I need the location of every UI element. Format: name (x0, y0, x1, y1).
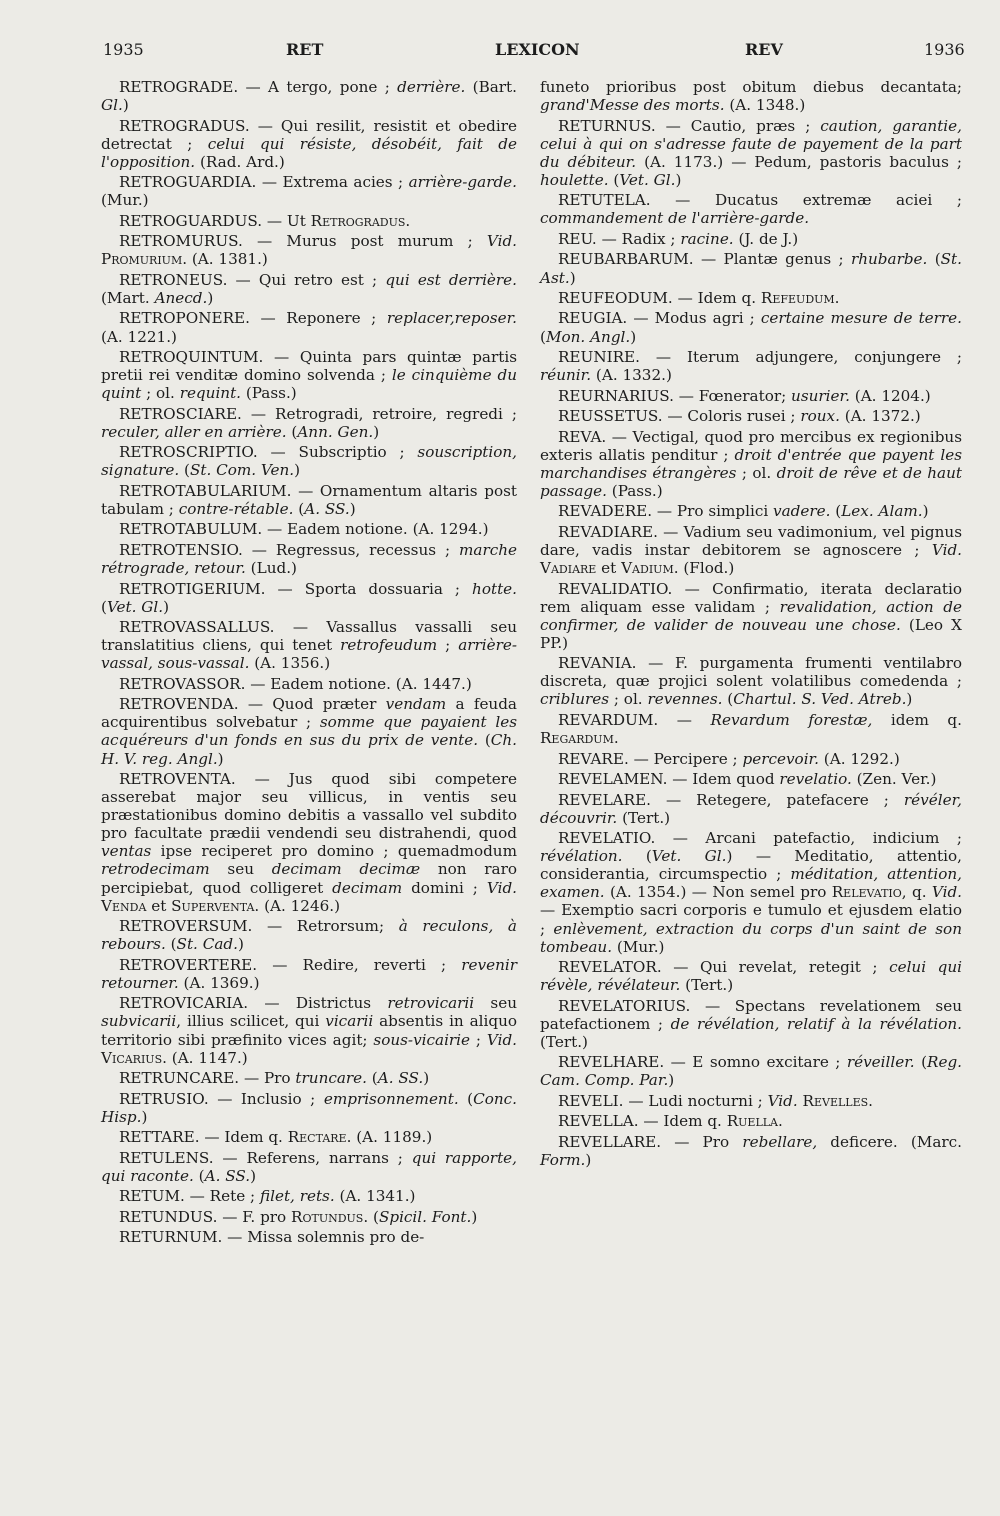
entry-text: (A. 1221.) (101, 327, 177, 346)
entry-text: (Mur.) (101, 191, 149, 210)
entry-text: Ruella. (726, 1112, 783, 1131)
entry-text: ) (217, 749, 224, 768)
dictionary-entry (101, 580, 517, 616)
dictionary-entry (540, 250, 962, 286)
entry-text: (A. 1348.) (724, 96, 806, 115)
entry-text: (A. 1332.) (591, 366, 672, 385)
entry-text: qui rapporte, qui raconte. (101, 1148, 517, 1185)
entry-text: ) (207, 288, 214, 307)
entry-text: (Tert.) (680, 976, 734, 995)
dictionary-entry (101, 1149, 517, 1185)
entry-text: REVELLA. — Idem q. (558, 1112, 727, 1131)
entry-text: retrofeudum (340, 636, 438, 655)
entry-text: Ch. H. V. reg. Angl. (101, 731, 517, 768)
entry-text: REUBARBARUM. — Plantæ genus ; (558, 250, 851, 269)
entry-text: celui qui révèle, révélateur. (540, 958, 962, 995)
entry-text: ) (349, 499, 356, 518)
entry-text: commandement de l'arrière-garde. (540, 209, 810, 228)
entry-text: Venda (101, 896, 147, 915)
entry-text: Chartul. S. Ved. Atreb. (733, 690, 907, 709)
entry-text: A. SS. (204, 1166, 251, 1185)
entry-text: RETURNUS. — Cautio, præs ; (558, 116, 821, 135)
left-column (101, 78, 517, 1249)
entry-text: filet, rets. (259, 1187, 335, 1206)
entry-text: ( (179, 461, 190, 480)
entry-text: Anecd. (154, 288, 208, 307)
entry-text: non raro percipiebat, quod colligeret (101, 860, 517, 897)
entry-text: arrière-vassal, sous-vassal. (101, 636, 517, 673)
entry-text: REVADERE. — Pro simplici (558, 502, 774, 521)
entry-text: retrodecimam (101, 860, 210, 879)
entry-text: réunir. (540, 366, 592, 385)
dictionary-entry (101, 348, 517, 402)
entry-text: A. SS. (304, 499, 350, 518)
dictionary-entry (101, 541, 517, 577)
entry-text: RETROTABULARIUM. — Ornamentum altaris post tabulam ; (101, 481, 517, 518)
entry-text: revalidation, action de confirmer, de valider de nouveau une chose. (540, 597, 962, 634)
dictionary-entry (101, 1228, 517, 1246)
dictionary-entry (101, 117, 517, 171)
entry-text: ) (569, 268, 576, 287)
entry-text: ; ol. (736, 463, 777, 482)
entry-text: (Leo X PP.) (540, 615, 962, 652)
entry-text: ) (163, 597, 170, 616)
entry-text: REVELHARE. — E somno excitare ; (558, 1053, 847, 1072)
entry-text: Vid. (767, 1091, 798, 1110)
entry-text: (J. de J.) (733, 229, 799, 248)
entry-text: (Pass.) (241, 384, 297, 403)
entry-text: Rectare. (287, 1128, 352, 1147)
entry-text: (Mur.) (612, 937, 665, 956)
entry-text: (A. 1354.) — Non semel pro (604, 883, 832, 902)
entry-text: RETRUNCARE. — Pro (119, 1069, 296, 1088)
entry-text: Vid. (931, 883, 962, 902)
entry-text: criblures (540, 690, 610, 709)
entry-text: (Flod.) (678, 559, 735, 578)
entry-text: Spicil. Font. (378, 1207, 472, 1226)
entry-text: RETUNDUS. — F. pro (119, 1207, 292, 1226)
entry-text: Reg. Cam. Comp. Par. (540, 1053, 962, 1090)
entry-text: REVELARE. — Retegere, patefacere ; (558, 790, 904, 809)
entry-text: RETROGRADE. — A tergo, pone ; (119, 78, 398, 96)
entry-text: hotte. (472, 579, 517, 598)
entry-text: certaine mesure de terre. (760, 309, 962, 328)
dictionary-entry (540, 750, 962, 768)
entry-text: REU. — Radix ; (558, 229, 681, 248)
entry-text: RETULENS. — Referens, narrans ; (119, 1148, 412, 1167)
dictionary-entry (540, 289, 962, 307)
entry-text: RETRUSIO. — Inclusio ; (119, 1089, 324, 1108)
entry-text: (A. 1173.) — Pedum, pastoris baculus ; (636, 152, 962, 171)
entry-text: St. Cad. (176, 935, 238, 954)
entry-text: Revelles. (802, 1091, 873, 1110)
entry-text: replacer,reposer. (386, 309, 517, 328)
dictionary-entry (101, 1128, 517, 1146)
page-header (0, 40, 1000, 70)
dictionary-entry (101, 78, 517, 114)
entry-text: Revardum forestæ, (710, 710, 873, 729)
entry-text: Mon. Angl. (545, 327, 631, 346)
entry-text: RETROVENDA. — Quod præter (119, 695, 386, 714)
entry-text: domini ; (402, 878, 487, 897)
entry-text: RETROMURUS. — Murus post murum ; (119, 232, 487, 251)
entry-text: Regardum. (540, 729, 619, 748)
entry-text: (Tert.) (617, 808, 671, 827)
entry-text: vadere. (773, 502, 831, 521)
entry-text: A. SS. (377, 1069, 424, 1088)
entry-text: RETROGUARDIA. — Extrema acies ; (119, 173, 409, 192)
entry-text: requint. (179, 384, 242, 403)
entry-text: (A. 1204.) (849, 386, 931, 405)
entry-text: retrovicarii (387, 994, 475, 1013)
entry-text: St. Ast. (540, 250, 962, 287)
dictionary-entry (540, 997, 962, 1051)
entry-text: ) (294, 461, 301, 480)
dictionary-entry (540, 770, 962, 788)
entry-text: souscription, signature. (101, 443, 517, 480)
entry-text: absentis in aliquo territorio sibi præfinito vices agit; (101, 1012, 517, 1049)
entry-text: REVELATORIUS. — Spectans revelationem seu patefactionem ; (540, 996, 962, 1033)
dictionary-entry (540, 191, 962, 227)
entry-text: REVARDUM. — (558, 710, 711, 729)
entry-text: REUGIA. — Modus agri ; (558, 309, 761, 328)
entry-text: ( (286, 422, 298, 441)
entry-text: RETROQUINTUM. — Quinta pars quintæ partis pretii rei venditæ domino solvenda ; (101, 348, 517, 385)
dictionary-entry (101, 1069, 517, 1087)
entry-text: racine. (680, 229, 734, 248)
entry-text: vicarii (325, 1012, 374, 1031)
entry-text: Vid. (486, 878, 517, 897)
entry-text: ( (622, 847, 652, 866)
entry-text: RETROVICARIA. — Districtus (119, 994, 388, 1013)
entry-text: REVELLARE. — Pro (558, 1132, 743, 1151)
entry-text: usurier. (791, 386, 850, 405)
dictionary-entry (101, 618, 517, 672)
entry-text: à reculons, à rebours. (101, 917, 517, 954)
entry-text: percevoir. (742, 749, 819, 768)
entry-text: , illius scilicet, qui (176, 1012, 326, 1031)
entry-text: ( (165, 935, 177, 954)
entry-text: seu (474, 994, 517, 1013)
entry-text: Vadium. (621, 559, 679, 578)
entry-text: ) (122, 96, 129, 115)
entry-text: (A. 1147.) (166, 1048, 248, 1067)
dictionary-entry (101, 956, 517, 992)
entry-text: (A. 1372.) (839, 407, 921, 426)
entry-text: q. (906, 883, 932, 902)
dictionary-entry (101, 173, 517, 209)
entry-text: RETROTABULUM. — Eadem notione. (A. 1294.) (119, 520, 489, 539)
entry-text: REVELAMEN. — Idem quod (558, 770, 780, 789)
entry-text: RETROPONERE. — Reponere ; (119, 309, 387, 328)
entry-text: ) (423, 1069, 430, 1088)
dictionary-entry (101, 770, 517, 915)
entry-text: grand'Messe des morts. (540, 96, 725, 115)
dictionary-entry (540, 78, 962, 114)
entry-text: ( (101, 597, 107, 616)
entry-text: Retrogradus. (310, 211, 411, 230)
entry-text: révéler, découvrir. (540, 790, 962, 827)
entry-text: decimam decimæ (271, 860, 421, 879)
dictionary-entry (101, 520, 517, 538)
entry-text: REVA. — Vectigal, quod pro mercibus ex regionibus exteris allatis penditur ; (540, 427, 962, 464)
entry-text: truncare. (295, 1069, 367, 1088)
entry-text: et (146, 896, 172, 915)
entry-text: (A. 1189.) (351, 1128, 433, 1147)
entry-text: ) — Meditatio, attentio, considerantia, circumspectio ; (540, 847, 962, 884)
entry-text: vendam (385, 695, 447, 714)
entry-text: Form. (540, 1151, 586, 1170)
entry-text: Vid. (931, 540, 962, 559)
running-head-right: REV (745, 40, 783, 59)
entry-text: rebellare, (742, 1132, 818, 1151)
dictionary-entry (540, 1133, 962, 1169)
dictionary-entry (540, 502, 962, 520)
dictionary-entry (540, 407, 962, 425)
dictionary-entry (101, 1208, 517, 1226)
entry-text: Vet. Gl. (106, 597, 164, 616)
entry-text: ; (470, 1030, 487, 1049)
entry-text: Gl. (101, 96, 123, 115)
dictionary-entry (540, 1053, 962, 1089)
entry-text: RETROSCRIPTIO. — Subscriptio ; (119, 443, 418, 462)
entry-text: RETROVENTA. — Jus quod sibi competere asserebat major seu villicus, in ventis seu præstationibus domino debitis a vassallo vel subdito pro facultate prædii vendendi seu distrahendi, quod (101, 770, 517, 843)
entry-text: REVELATOR. — Qui revelat, retegit ; (558, 958, 890, 977)
entry-text: (Bart. (465, 78, 517, 96)
entry-text: subvicarii (101, 1012, 177, 1031)
entry-text: (A. 1341.) (334, 1187, 416, 1206)
dictionary-entry (101, 212, 517, 230)
entry-text: Vid. (486, 1030, 517, 1049)
entry-text: RETROSCIARE. — Retrogradi, retroire, regredi ; (119, 404, 517, 423)
dictionary-entry (101, 695, 517, 767)
entry-text: ( (366, 1069, 378, 1088)
page-number-right: 1936 (924, 40, 965, 59)
entry-text: droit de rêve et de haut passage. (540, 463, 962, 500)
entry-text: revelatio. (779, 770, 852, 789)
entry-text: somme que payaient les acquéreurs d'un fonds en sus du prix de vente. (101, 713, 518, 750)
entry-text: qui est derrière. (385, 270, 517, 289)
entry-text: RETUM. — Rete ; (119, 1187, 260, 1206)
entry-text: ; ol. (141, 384, 180, 403)
entry-text: deficere. (Marc. (817, 1132, 962, 1151)
entry-text: — Exemptio sacri corporis e tumulo et ejusdem elatio ; (540, 901, 962, 938)
entry-text: Rotundus. (291, 1207, 369, 1226)
entry-text: Promurium. (101, 250, 188, 269)
entry-text: sous-vicairie (373, 1030, 471, 1049)
entry-text: RETTARE. — Idem q. (119, 1128, 288, 1147)
entry-text: ( (193, 1166, 205, 1185)
entry-text: (Lud.) (245, 559, 297, 578)
dictionary-entry (101, 232, 517, 268)
entry-text: RETROGUARDUS. — Ut (119, 211, 311, 230)
entry-text: REURNARIUS. — Fœnerator; (558, 386, 792, 405)
entry-text: Superventa. (171, 896, 260, 915)
entry-text: (Tert.) (540, 1032, 588, 1051)
entry-text: (Rad. Ard.) (195, 152, 285, 171)
entry-text: REVELATIO. — Arcani patefactio, indicium ; (558, 829, 962, 848)
dictionary-entry (101, 1090, 517, 1126)
dictionary-entry (540, 1092, 962, 1110)
entry-text: REVANIA. — F. purgamenta frumenti ventilabro discreta, quæ projici solent volatilibus comedenda ; (540, 654, 962, 691)
entry-text: (A. 1369.) (178, 973, 260, 992)
dictionary-entry (540, 230, 962, 248)
entry-text: Ann. Gen. (297, 422, 374, 441)
entry-text: celui qui résiste, désobéit, fait de l'opposition. (101, 134, 517, 171)
entry-text: ) (630, 327, 637, 346)
entry-text: (A. 1356.) (249, 654, 331, 673)
entry-text: REUSSETUS. — Coloris rusei ; (558, 407, 801, 426)
entry-text: (A. 1246.) (259, 896, 341, 915)
entry-text: REUNIRE. — Iterum adjungere, conjungere ; (558, 348, 962, 367)
entry-text: RETROVASSALLUS. — Vassallus vassalli seu translatitius cliens, qui tenet (101, 618, 517, 655)
dictionary-entry (540, 580, 962, 652)
entry-text: (Zen. Ver.) (851, 770, 937, 789)
entry-text: derrière. (397, 78, 466, 96)
entry-text: enlèvement, extraction du corps d'un saint de son tombeau. (540, 919, 962, 956)
entry-text: Vadiare (540, 559, 597, 578)
dictionary-entry (101, 309, 517, 345)
entry-text: ; ol. (609, 690, 648, 709)
entry-text: ipse reciperet pro domino ; quemadmodum (151, 842, 517, 861)
entry-text: caution, garantie, celui à qui on s'adresse faute de payement de la part du débiteur. (540, 116, 962, 171)
entry-text: REVARE. — Percipere ; (558, 749, 743, 768)
entry-text: Refeudum. (760, 288, 840, 307)
running-head-left: RET (286, 40, 324, 59)
dictionary-entry (540, 1112, 962, 1130)
entry-text: revenir retourner. (101, 955, 517, 992)
entry-text: ) (373, 422, 380, 441)
dictionary-entry (540, 428, 962, 500)
dictionary-entry (101, 482, 517, 518)
dictionary-entry (101, 405, 517, 441)
entry-text: ventas (101, 842, 152, 861)
entry-text: ) (906, 690, 913, 709)
entry-text: REVELI. — Ludi nocturni ; (558, 1091, 768, 1110)
entry-text: ) (471, 1207, 478, 1226)
dictionary-entry (101, 271, 517, 307)
entry-text: marche rétrograde, retour. (101, 540, 517, 578)
entry-text: seu (209, 860, 272, 879)
entry-text: de révélation, relatif à la révélation. (670, 1014, 962, 1033)
entry-text: RETROVASSOR. — Eadem notione. (A. 1447.) (119, 674, 472, 693)
entry-text: et (596, 559, 622, 578)
dictionary-entry (540, 117, 962, 189)
entry-text: ) (675, 170, 682, 189)
entry-text: revennes. (647, 690, 723, 709)
entry-text: ( (722, 690, 734, 709)
entry-text: réveiller. (846, 1053, 915, 1072)
dictionary-entry (540, 829, 962, 956)
entry-text: le cinquième du quint (101, 366, 517, 403)
entry-text: (A. 1292.) (818, 749, 900, 768)
dictionary-entry (540, 958, 962, 994)
entry-text: ; (437, 636, 459, 655)
dictionary-entry (101, 443, 517, 479)
entry-text: houlette. (540, 170, 609, 189)
entry-text: droit d'entrée que payent les marchandises étrangères (540, 445, 963, 482)
entry-text: ) (250, 1166, 257, 1185)
dictionary-entry (540, 523, 962, 577)
entry-text: a feuda acquirentibus solvebatur ; (101, 695, 517, 732)
entry-text: RETROGRADUS. — Qui resilit, resistit et obedire detrectat ; (101, 116, 517, 153)
entry-text: (A. 1381.) (187, 250, 268, 269)
entry-text: ) (668, 1071, 675, 1090)
entry-text: contre-rétable. (178, 499, 294, 518)
entry-text: (Pass.) (606, 481, 663, 500)
entry-text: ) (237, 935, 244, 954)
entry-text: ( (540, 327, 546, 346)
entry-text: RETURNUM. — Missa solemnis pro de- (119, 1228, 425, 1247)
entry-text: (Mart. (101, 288, 155, 307)
dictionary-entry (101, 994, 517, 1066)
entry-text: funeto prioribus post obitum diebus decantata; (540, 78, 962, 96)
running-head-center: LEXICON (495, 40, 580, 59)
entry-text: REUFEODUM. — Idem q. (558, 288, 761, 307)
dictionary-entry (540, 348, 962, 384)
entry-text: RETRONEUS. — Qui retro est ; (119, 270, 386, 289)
entry-text: RETROTIGERIUM. — Sporta dossuaria ; (119, 579, 473, 598)
dictionary-entry (101, 675, 517, 693)
dictionary-entry (540, 309, 962, 345)
dictionary-entry (540, 791, 962, 827)
page-number-left: 1935 (103, 40, 144, 59)
entry-text: RETROVERSUM. — Retrorsum; (119, 917, 399, 936)
dictionary-entry (540, 711, 962, 747)
entry-text: roux. (800, 407, 840, 426)
entry-text: reculer, aller en arrière. (101, 422, 287, 441)
entry-text: Relevatio, (831, 883, 907, 902)
entry-text: RETROVERTERE. — Redire, reverti ; (119, 955, 462, 974)
entry-text: ( (914, 1053, 928, 1072)
entry-text: ) (141, 1107, 148, 1126)
entry-text: révélation. (540, 847, 623, 866)
dictionary-entry (101, 1187, 517, 1205)
entry-text: ( (830, 502, 842, 521)
entry-text: REVALIDATIO. — Confirmatio, iterata declaratio rem aliquam esse validam ; (540, 579, 962, 616)
entry-text: Vet. Gl. (651, 847, 727, 866)
entry-text: idem q. (872, 710, 962, 729)
entry-text: Vicarius. (101, 1048, 167, 1067)
entry-text: ( (927, 250, 941, 269)
entry-text: Vid. (486, 232, 517, 251)
entry-text: St. Com. Ven. (189, 461, 295, 480)
entry-text: rhubarbe. (850, 250, 928, 269)
entry-text: emprisonnement. (323, 1089, 459, 1108)
entry-text: ( (293, 499, 305, 518)
dictionary-entry (540, 387, 962, 405)
entry-text: ( (608, 170, 620, 189)
entry-text: arrière-garde. (408, 173, 517, 192)
entry-text: decimam (332, 878, 403, 897)
entry-text: Lex. Alam. (841, 502, 923, 521)
entry-text: ( (478, 731, 491, 750)
dictionary-entry (101, 917, 517, 953)
entry-text: ) (585, 1151, 592, 1170)
dictionary-entry (540, 654, 962, 708)
entry-text: ) (922, 502, 929, 521)
entry-text: Conc. Hisp. (101, 1089, 517, 1126)
entry-text: méditation, attention, examen. (540, 865, 962, 902)
right-column (540, 78, 962, 1172)
entry-text: Vet. Gl. (619, 170, 676, 189)
entry-text: ( (368, 1207, 379, 1226)
entry-text: RETROTENSIO. — Regressus, recessus ; (119, 540, 459, 559)
entry-text: REVADIARE. — Vadium seu vadimonium, vel pignus dare, vadis instar debitorem se agnoscere ; (540, 522, 962, 559)
entry-text: RETUTELA. — Ducatus extremæ aciei ; (558, 191, 962, 210)
entry-text: ( (458, 1089, 474, 1108)
